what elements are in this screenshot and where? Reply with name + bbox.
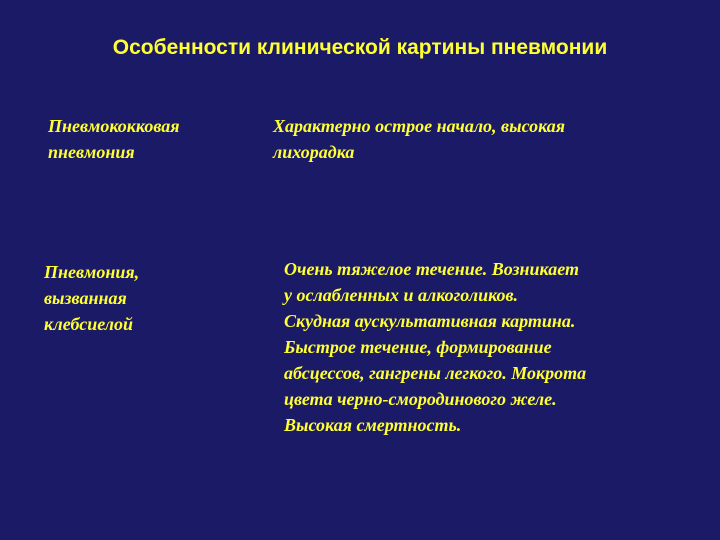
description-line: Высокая смертность. — [284, 415, 462, 435]
description-line: Быстрое течение, формирование — [284, 337, 552, 357]
slide-title: Особенности клинической картины пневмонии — [112, 36, 608, 59]
description-line: Очень тяжелое течение. Возникает — [284, 259, 579, 279]
term-line: пневмония — [48, 142, 135, 162]
description-line: Характерно острое начало, высокая — [273, 116, 566, 136]
term-line: Пневмококковая — [48, 116, 180, 136]
pneumococcal-description — [273, 113, 565, 165]
term-line: клебсиелой — [44, 314, 134, 334]
term-line: Пневмония, — [44, 262, 140, 282]
klebsiella-term — [44, 259, 139, 337]
klebsiella-description — [284, 256, 586, 438]
term-line: вызванная — [44, 288, 127, 308]
description-line: у ослабленных и алкоголиков. — [284, 285, 519, 305]
pneumococcal-term — [48, 113, 180, 165]
description-line: абсцессов, гангрены легкого. Мокрота — [284, 363, 587, 383]
description-line: цвета черно-смородинового желе. — [284, 389, 557, 409]
description-line: лихорадка — [273, 142, 355, 162]
description-line: Скудная аускультативная картина. — [284, 311, 576, 331]
